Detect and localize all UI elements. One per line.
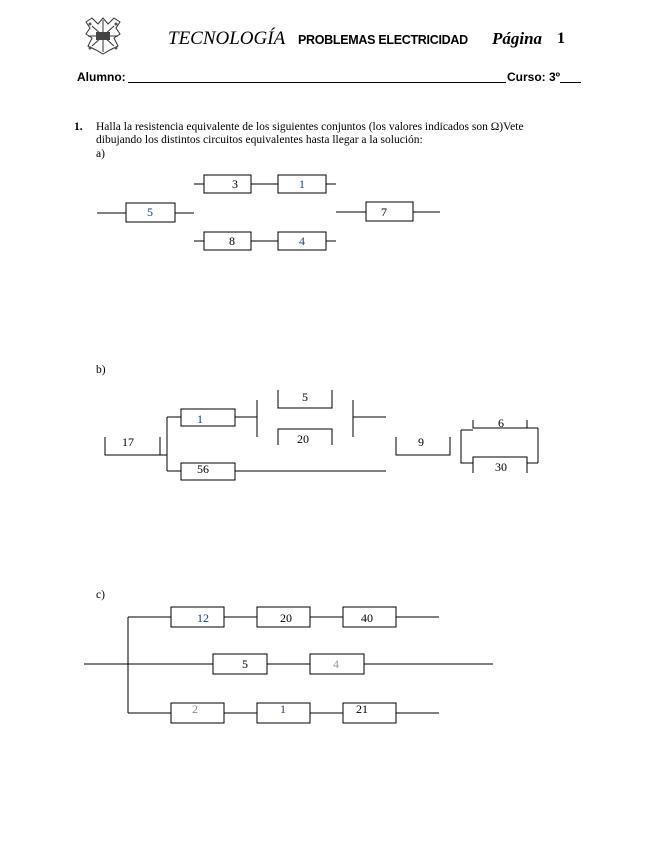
label-c-21: 21: [356, 702, 368, 716]
label-a-3: 3: [232, 177, 238, 191]
course-label: Curso: 3º: [507, 70, 561, 84]
label-b-6: 6: [498, 416, 504, 430]
page-label: Página: [492, 29, 543, 48]
label-a-4: 4: [299, 234, 305, 248]
resistor-b-1: [181, 409, 235, 426]
circuit-a-label: a): [96, 148, 105, 160]
question-number: 1.: [74, 121, 83, 133]
label-c-5: 5: [242, 657, 248, 671]
label-b-1: 1: [197, 412, 203, 426]
label-c-4: 4: [333, 657, 339, 671]
label-b-30: 30: [495, 460, 507, 474]
resistor-a-8: [204, 232, 251, 250]
label-b-56: 56: [197, 462, 209, 476]
question-text: Halla la resistencia equivalente de los siguientes conjuntos (los valores indicados son Ω)Vete dibujando los distintos circuitos equivalentes hasta llegar a la solución:: [96, 121, 524, 146]
worksheet-title: PROBLEMAS ELECTRICIDAD: [298, 33, 468, 47]
circuit-c-label: c): [96, 589, 105, 601]
label-b-5: 5: [302, 390, 308, 404]
page-number: 1: [557, 30, 565, 47]
label-b-20: 20: [297, 432, 309, 446]
label-c-40: 40: [361, 611, 373, 625]
label-a-1: 1: [299, 177, 305, 191]
label-c-20: 20: [280, 611, 292, 625]
resistor-a-3: [204, 175, 251, 193]
circuit-b-label: b): [96, 364, 106, 376]
label-c-1: 1: [280, 702, 286, 716]
resistor-c-21: [343, 703, 396, 723]
label-b-17: 17: [122, 435, 134, 449]
label-a-7: 7: [381, 205, 387, 219]
label-a-5: 5: [147, 205, 153, 219]
student-name-label: Alumno:: [77, 70, 126, 84]
label-c-12: 12: [197, 611, 209, 625]
subject-title: TECNOLOGÍA: [168, 28, 286, 49]
label-b-9: 9: [418, 435, 424, 449]
resistor-c-5: [213, 654, 267, 674]
label-a-8: 8: [229, 234, 235, 248]
resistor-a-7: [366, 202, 413, 221]
label-c-2: 2: [192, 702, 198, 716]
